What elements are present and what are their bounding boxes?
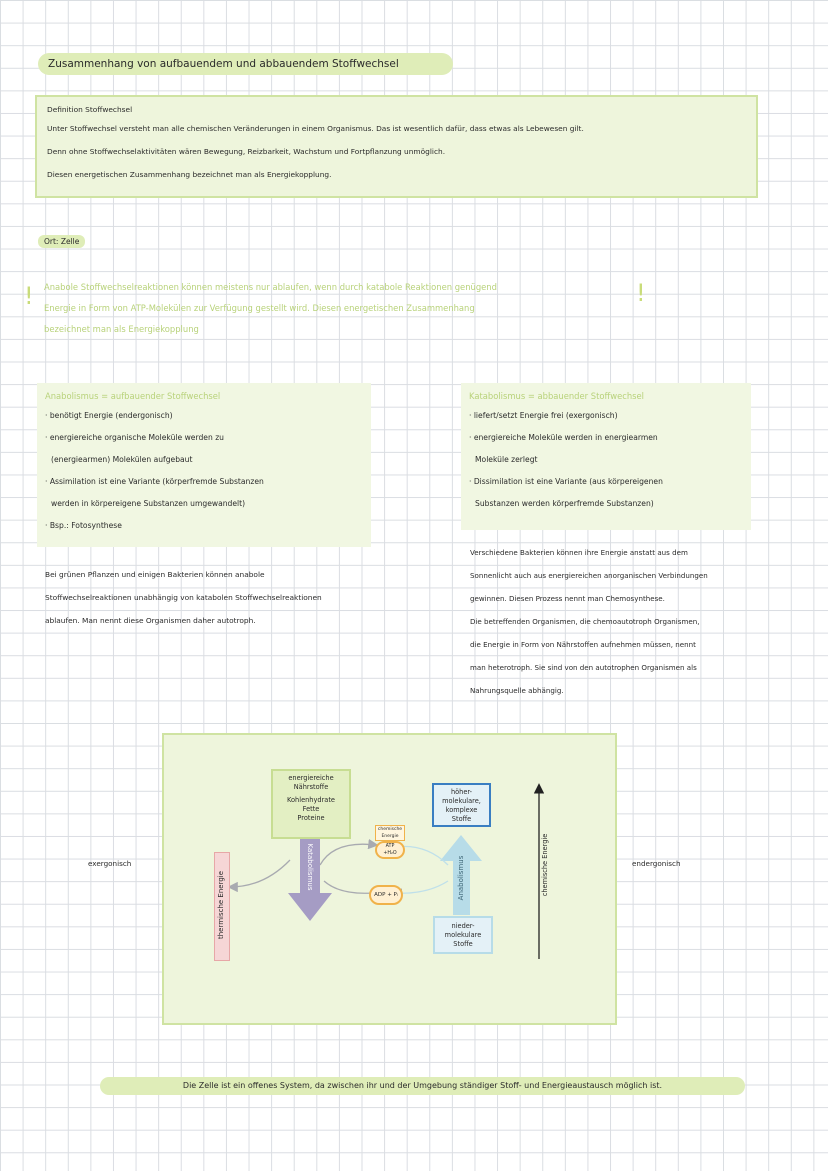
list-item: · Assimilation ist eine Variante (körperfremde Substanzen [45, 477, 264, 486]
energy-to-atp-curve [320, 844, 376, 865]
catabolism-box [461, 383, 751, 530]
box-text: molekulare, [442, 797, 481, 805]
complex-molecules-box [432, 783, 491, 827]
paragraph-line: man heterotroph. Sie sind von den autotrophen Organismen als [470, 663, 697, 672]
list-item: · energiereiche Moleküle werden in energiearmen [469, 433, 658, 442]
exclamation-icon: ! [636, 279, 646, 307]
atp-text: +H₂O [383, 850, 397, 856]
box-text: nieder- [451, 922, 475, 930]
paragraph-line: Nahrungsquelle abhängig. [470, 686, 564, 695]
note-line: Anabole Stoffwechselreaktionen können meistens nur ablaufen, wenn durch katabole Reaktionen genügend [44, 282, 497, 292]
energy-coupling-note [44, 277, 624, 340]
tag-text: chemische [377, 827, 403, 832]
anabolism-heading: Anabolismus = aufbauender Stoffwechsel [45, 391, 221, 401]
list-item: Moleküle zerlegt [475, 455, 538, 464]
definition-line: Unter Stoffwechsel versteht man alle chemischen Veränderungen in einem Organismus. Das ist wesentlich dafür, dass etwas als Lebewesen gilt. [47, 124, 584, 133]
paragraph-line: Sonnenlicht auch aus energiereichen anorganischen Verbindungen [470, 571, 708, 580]
nutrient-text: Nährstoffe [293, 783, 329, 791]
box-text: höher- [450, 788, 473, 796]
box-text: molekulare [444, 931, 482, 939]
paragraph-line: die Energie in Form von Nährstoffen aufnehmen müssen, nennt [470, 640, 696, 649]
paragraph-line: Verschiedene Bakterien können ihre Energie anstatt aus dem [470, 548, 688, 557]
atp-text: ATP [385, 844, 395, 849]
conclusion-banner: Die Zelle ist ein offenes System, da zwischen ihr und der Umgebung ständiger Stoff- und Energieaustausch möglich ist. [100, 1077, 745, 1095]
simple-molecules-box [433, 916, 493, 954]
paragraph-line: Stoffwechselreaktionen unabhängig von katabolen Stoffwechselreaktionen [45, 593, 322, 602]
anabolism-box [37, 383, 371, 547]
chemical-energy-axis-label: chemische Energie [541, 833, 549, 897]
endergonic-label: endergonisch [632, 859, 681, 868]
definition-line: Diesen energetischen Zusammenhang bezeichnet man als Energiekopplung. [47, 170, 332, 179]
chemical-energy-tag [375, 825, 405, 841]
tag-text: Energie [381, 833, 399, 839]
exergonic-label: exergonisch [88, 859, 132, 868]
list-item: · Dissimilation ist eine Variante (aus körpereigenen [469, 477, 663, 486]
heat-release-curve [230, 860, 290, 887]
nutrient-text: Proteine [297, 814, 325, 822]
list-item: (energiearmen) Molekülen aufgebaut [51, 455, 193, 464]
page-title: Zusammenhang von aufbauendem und abbauendem Stoffwechsel [38, 53, 453, 75]
catabolism-label: Katabolismus [306, 843, 314, 891]
nutrient-text: Kohlenhydrate [287, 796, 335, 804]
definition-heading: Definition Stoffwechsel [47, 105, 133, 114]
nutrients-box [271, 769, 351, 839]
list-item: Substanzen werden körperfremde Substanzen) [475, 499, 654, 508]
definition-box [35, 95, 758, 198]
note-line: bezeichnet man als Energiekopplung [44, 324, 199, 334]
chemosynthesis-paragraph [470, 541, 708, 702]
thermal-energy-label: thermische Energie [217, 870, 225, 940]
list-item: · Bsp.: Fotosynthese [45, 521, 122, 530]
atp-node [375, 841, 405, 859]
nutrient-text: energiereiche [288, 774, 334, 782]
adp-to-catabolism-curve [324, 881, 372, 893]
box-text: Stoffe [451, 815, 472, 823]
list-item: · benötigt Energie (endergonisch) [45, 411, 173, 420]
exclamation-icon: ! [24, 282, 34, 310]
list-item: · energiereiche organische Moleküle werden zu [45, 433, 224, 442]
paragraph-line: ablaufen. Man nennt diese Organismen daher autotroph. [45, 616, 256, 625]
autotroph-paragraph [45, 563, 322, 632]
nutrient-text: Fette [302, 805, 320, 813]
anabolism-label: Anabolismus [457, 855, 465, 901]
adp-node: ADP + Pᵢ [369, 885, 403, 905]
energy-coupling-diagram [162, 733, 617, 1025]
paragraph-line: Bei grünen Pflanzen und einigen Bakterien können anabole [45, 570, 265, 579]
paragraph-line: Die betreffenden Organismen, die chemoautotroph Organismen, [470, 617, 700, 626]
box-text: Stoffe [453, 940, 473, 948]
list-item: · liefert/setzt Energie frei (exergonisch) [469, 411, 618, 420]
note-line: Energie in Form von ATP-Molekülen zur Verfügung gestellt wird. Diesen energetischen Zusammenhang [44, 303, 475, 313]
catabolism-heading: Katabolismus = abbauender Stoffwechsel [469, 391, 645, 401]
definition-line: Denn ohne Stoffwechselaktivitäten wären Bewegung, Reizbarkeit, Wachstum und Fortpflanzung unmöglich. [47, 147, 446, 156]
paragraph-line: gewinnen. Diesen Prozess nennt man Chemosynthese. [470, 594, 665, 603]
box-text: komplexe [445, 806, 478, 814]
location-tag: Ort: Zelle [38, 235, 85, 248]
list-item: werden in körpereigene Substanzen umgewandelt) [51, 499, 246, 508]
